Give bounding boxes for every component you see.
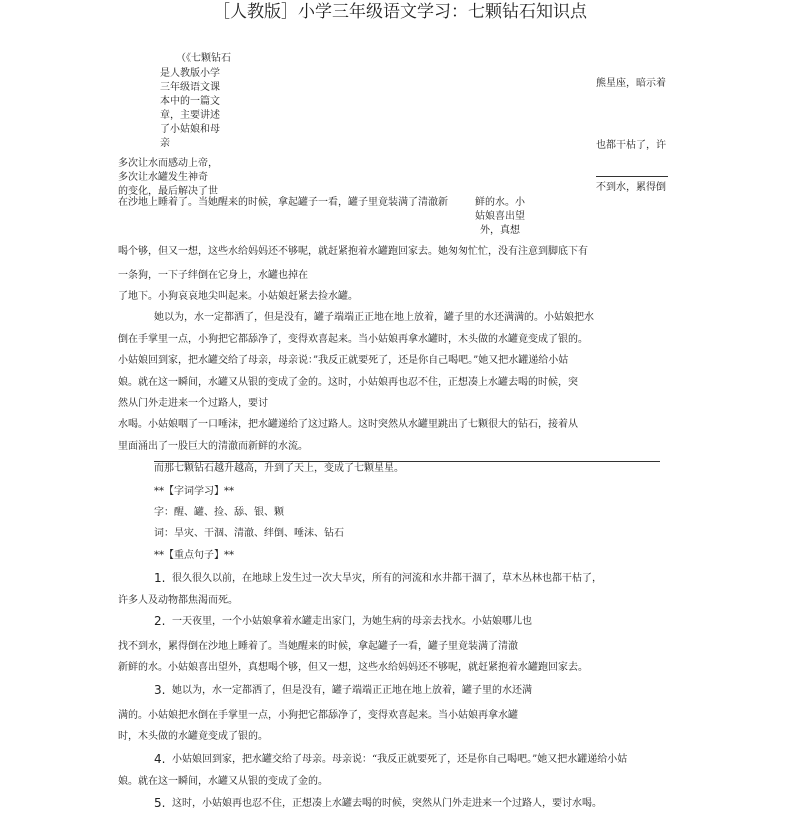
sentence-line: 时，木头做的水罐竟变成了银的。 — [118, 731, 268, 742]
mid-fragment: 鲜的水。小 — [475, 197, 525, 208]
sentence-number: 5. — [154, 796, 166, 810]
intro-line: 了小姑娘和母 — [160, 124, 220, 135]
body-line: 喝个够，但又一想，这些水给妈妈还不够呢，就赶紧抱着水罐跑回家去。她匆匆忙忙，没有注意到脚底下有 — [118, 246, 588, 257]
body-line: 而那七颗钻石越升越高，升到了天上，变成了七颗星星。 — [154, 463, 404, 474]
mid-fragment: 姑娘喜出望 — [475, 211, 525, 222]
intro-line: （《七颗钻石 — [176, 53, 231, 64]
intro-line: 本中的一篇文 — [160, 96, 220, 107]
page-title: ［人教版］小学三年级语文学习：七颗钻石知识点 — [213, 2, 587, 22]
intro-line: 是人教版小学 — [160, 68, 220, 79]
right-fragment: 也都干枯了，许 — [596, 140, 666, 151]
intro-line: 三年级语文课 — [160, 82, 220, 93]
body-line: 一条狗，一下子绊倒在它身上，水罐也掉在 — [118, 270, 308, 281]
body-line: 她以为，水一定都洒了，但是没有，罐子端端正正地在地上放着，罐子里的水还满满的。小姑娘把水 — [154, 312, 594, 323]
body-line: 然从门外走进来一个过路人，要讨 — [118, 398, 268, 409]
words-line: 词：旱灾、干涸、清澈、绊倒、唾沫、钻石 — [154, 528, 344, 539]
sentence-number: 4. — [154, 752, 166, 766]
body-line: 里面涌出了一股巨大的清澈而新鲜的水流。 — [118, 441, 308, 452]
sentence-number: 3. — [154, 683, 166, 697]
right-fragment: 熊星座，暗示着 — [596, 78, 666, 89]
sentence-number: 2. — [154, 614, 166, 628]
left-fragment: 多次让水罐发生神奇 — [118, 172, 208, 183]
left-fragment: 的变化，最后解决了世 — [118, 186, 218, 197]
sentence-line: 满的。小姑娘把水倒在手掌里一点，小狗把它都舔净了，变得欢喜起来。当小姑娘再拿水罐 — [118, 710, 518, 721]
body-line: 小姑娘回到家，把水罐交给了母亲，母亲说：”我反正就要死了，还是你自己喝吧。”她又把水罐递给小姑 — [118, 355, 569, 366]
body-line: 倒在手掌里一点，小狗把它都舔净了，变得欢喜起来。当小姑娘再拿水罐时，木头做的水罐竟变成了银的。 — [118, 334, 588, 345]
intro-line: 章，主要讲述 — [160, 110, 220, 121]
intro-line: 亲 — [160, 138, 170, 149]
left-fragment: 多次让水而感动上帝， — [118, 158, 218, 169]
mid-fragment: 外，真想 — [480, 225, 520, 236]
sentence-line: 找不到水，累得倒在沙地上睡着了。当她醒来的时候，拿起罐子一看，罐子里竟装满了清澈 — [118, 641, 518, 652]
sentence-line: 这时，小姑娘再也忍不住，正想凑上水罐去喝的时候，突然从门外走进来一个过路人，要讨水喝。 — [172, 798, 602, 809]
chars-line: 字：醒、罐、捡、舔、银、颗 — [154, 507, 284, 518]
sentence-line: 小姑娘回到家，把水罐交给了母亲。母亲说：“我反正就要死了，还是你自己喝吧。”她又把水罐递给小姑 — [172, 754, 628, 765]
sentence-line: 新鲜的水。小姑娘喜出望外，真想喝个够，但又一想，这些水给妈妈还不够呢，就赶紧抱着水罐跑回家去。 — [118, 662, 588, 673]
body-line: 了地下。小狗哀哀地尖叫起来。小姑娘赶紧去捡水罐。 — [118, 291, 358, 302]
sentence-line: 娘。就在这一瞬间，水罐又从银的变成了金的。 — [118, 776, 328, 787]
divider — [596, 176, 668, 177]
sentence-line: 她以为，水一定都洒了，但是没有，罐子端端正正地在地上放着，罐子里的水还满 — [172, 685, 532, 696]
body-line: 娘。就在这一瞬间，水罐又从银的变成了金的。这时，小姑娘再也忍不住，正想凑上水罐去喝的时候，突 — [118, 377, 578, 388]
right-fragment: 不到水，累得倒 — [596, 182, 666, 193]
vocab-heading: **【字词学习】** — [154, 486, 234, 497]
body-line: 在沙地上睡着了。当她醒来的时候，拿起罐子一看，罐子里竟装满了清澈新 — [118, 197, 448, 208]
sentence-number: 1. — [154, 571, 166, 585]
sentence-line: 很久很久以前，在地球上发生过一次大旱灾，所有的河流和水井都干涸了，草木丛林也都干枯了， — [172, 573, 602, 584]
body-line: 水喝。小姑娘咽了一口唾沫，把水罐递给了这过路人。这时突然从水罐里跳出了七颗很大的钻石，接着从 — [118, 419, 578, 430]
sentence-line: 一天夜里，一个小姑娘拿着水罐走出家门，为她生病的母亲去找水。小姑娘哪儿也 — [172, 616, 532, 627]
sentence-line: 许多人及动物都焦渴而死。 — [118, 595, 238, 606]
key-heading: **【重点句子】** — [154, 550, 234, 561]
